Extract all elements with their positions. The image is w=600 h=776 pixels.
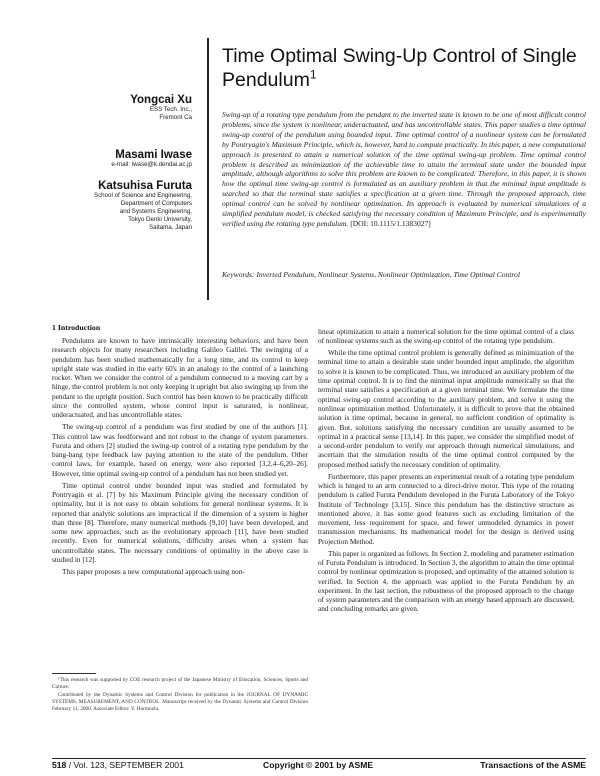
title-divider-line [207,38,209,300]
keywords-label: Keywords: [222,270,255,279]
volume-info: / Vol. 123, SEPTEMBER 2001 [68,760,184,770]
paragraph: This paper proposes a new computational approach using non- [62,566,245,576]
author-affiliation: Saitama, Japan [149,224,192,231]
page-number: 518 [52,760,67,770]
footer-rule [52,758,586,759]
paper-title: Time Optimal Swing-Up Control of Single Pendulum$^1$ [222,45,577,91]
footer-journal: Transactions of the ASME [480,760,586,770]
author-email: e-mail: iwase@k.dendai.ac.jp [111,161,192,168]
author-name: Katsuhisa Furuta [98,180,192,192]
footnotes [52,677,308,714]
author-affiliation: Tokyo Denki University, [128,216,192,223]
paragraph: While the time optimal control problem is generally defined as minimization of the terminal time to attain a desirable state under bounded input amplitude, the algorithm to solve it is known to be complicated. Thus, we introduced an auxiliary problem of the time optimal control. It is to find the minimal input amplitude numerically so that the terminal state satisfies a specification at a given terminal time. We formulate the time optimal swing-up control according to the auxiliary problem, and solve it using the nonlinear optimization method. Unfortunately, it is difficult to prove that the obtained solution is time optimal, because in general, no sufficient condition of optimality is given. But, solutions satisfying the necessary condition are usually assumed to be optimal in a practical sense [13,14]. In this paper, we consider the simplified model of a second-order pendulum to verify our approach through numerical simulations, and ascertain that the simulation results of the time optimal control computed by the proposed method satisfy the necessary condition of optimality. [318,348,574,469]
paragraph: Furthermore, this paper presents an experimental result of a rotating type pendulum which is hinged to an arm connected to a direct-drive motor. This type of the rotating pendulum is called Furuta Pendulum developed in the Furuta Laboratory of the Tokyo Institute of Technology [3,15]. Since this pendulum has the distinctive structure as mentioned above, it has some good features such as excluding limitation of the movement, less requirement for space, and fewer unmodeled dynamics in power transmission mechanisms. Its mathematical model for the design is derived using Projection Method. [318,471,574,546]
author-block-2 [111,149,192,169]
abstract [222,110,586,229]
paragraph: Pendulums are known to have intrinsically interesting behaviors, and have been research objects for many researchers including Galileo Galilei. The swinging of a pendulum has been studied mathematically for a long time, and its control to keep upright state was studied in the early 60's in an analogy to the control of a launching rocket. When we consider the control of a pendulum connected to a moving cart by a hinge, the control problem is not only keeping it upright but also swinging up from the pendant to the upright position. Such control has been known to be practically difficult since the controlled system, whose control input is saturated, is nonlinear, underactuated, and has uncontrollable states. [52,336,308,420]
paragraph: Time optimal control under bounded input was studied and formulated by Pontryagin et al. [7] by his Maximum Principle giving the necessary condition of optimality, but it is not easy to obtain solutions for general nonlinear systems. It is reported that analytic solutions are impractical if the dimension of a system is higher than three [8]. Therefore, many numerical methods [9,10] have been developed, and some new approaches, such as the evolutionary approach [11], have been studied recently. Even for numerical solutions, difficulty arises when a system has uncontrollable states. The necessary conditions of optimality in the above case is studied in [12]. [52,480,308,565]
author-block-3 [94,180,192,232]
body-column-left [52,336,308,579]
footer-copyright: Copyright © 2001 by ASME [263,760,374,770]
footnote-rule [52,673,96,674]
body-column-right [318,327,574,616]
title-footnote-mark: 1 [309,67,317,82]
paragraph: The swing-up control of a pendulum was first studied by one of the authors [1]. This control law was feedforward and not robust to the change of system parameters. Furuta and others [2] studied the swing-up control of a rotating type pendulum by the bang-bang type feedback law paying attention to the state of the pendulum. Other control laws, for example, based on energy, were also reported [3,2,4–6,20–26]. However, time optimal swing-up control of a pendulum has not been studied yet. [52,422,308,478]
keywords [222,270,586,280]
author-block-1 [130,94,192,122]
paragraph: This paper is organized as follows. In Section 2, modeling and parameter estimation of Furuta Pendulum is introduced. In Section 3, the algorithm to attain the time optimal control by nonlinear optimization is proposed, and optimality of the attained solution is verified. In Section 4, the approach was applied to the Furuta Pendulum by an experiment. In the last section, the robustness of the proposed approach to the change of system parameters and the comparison with an energy based approach are discussed, and concluding remarks are given. [318,548,574,614]
footer-page-info [52,760,184,770]
author-affiliation: ESS Tech. Inc., [149,106,192,113]
author-name: Masami Iwase [115,149,192,161]
author-affiliation: School of Science and Engineering, [93,192,192,199]
doi-link[interactable]: [DOI: 10.1115/1.1383027] [350,218,431,228]
author-affiliation: and Systems Engineering, [119,208,192,215]
footnote: Contributed by the Dynamic Systems and Control Division for publication in the JOURNAL OF DYNAMIC SYSTEMS, MEASUREMENT, AND CONTROL. Manuscript received by the Dynamic Systems and Control Division February 11, 2000. Associate Editor: Y. Hurmuzlu. [52,692,308,712]
author-affiliation: Fremont Ca [159,114,192,121]
abstract-text: Swing-up of a rotating type pendulum from the pendant to the inverted state is known to be one of most difficult control problems, since the system is nonlinear, underactuated, and has uncontrollable states. This paper studies a time optimal swing-up control of the pendulum using bounded input. Time optimal control of a nonlinear system can be formulated by Pontryagin's Maximum Principle, which is, however, hard to compute practically. In this paper, a new computational approach is presented to attain a numerical solution of the time optimal swing-up problem. Time optimal control problem is described as minimization of the achievable time to attain the terminal state under the bounded input amplitude, although algorithms to solve this problem are known to be complicated. Therefore, in this paper, it is shown how the optimal time swing-up control is formulated as an auxiliary problem in that the minimal input amplitude is searched so that the terminal state satisfies a specification at a given time. Through the proposed approach, time optimal control can be solved by nonlinear optimization. Its approach is evaluated by numerical simulations of a simplified pendulum model, is checked satisfying the necessary condition of Maximum Principle, and is experimentally verified using the rotating type pendulum. [222,110,586,228]
author-affiliation: Department of Computers [120,200,192,207]
footnote: ¹This research was supported by COE research project of the Japanese Ministry of Education, Sciences, Sports and Culture. [52,677,308,690]
keywords-text: Inverted Pendulum, Nonlinear Systems, Nonlinear Optimization, Time Optimal Control [256,270,520,279]
author-name: Yongcai Xu [130,94,192,106]
section-heading-introduction: 1 Introduction [52,323,101,332]
paragraph: linear optimization to attain a numerical solution for the time optimal control of a class of nonlinear systems such as the swing-up control of the rotating type pendulum. [318,327,574,346]
